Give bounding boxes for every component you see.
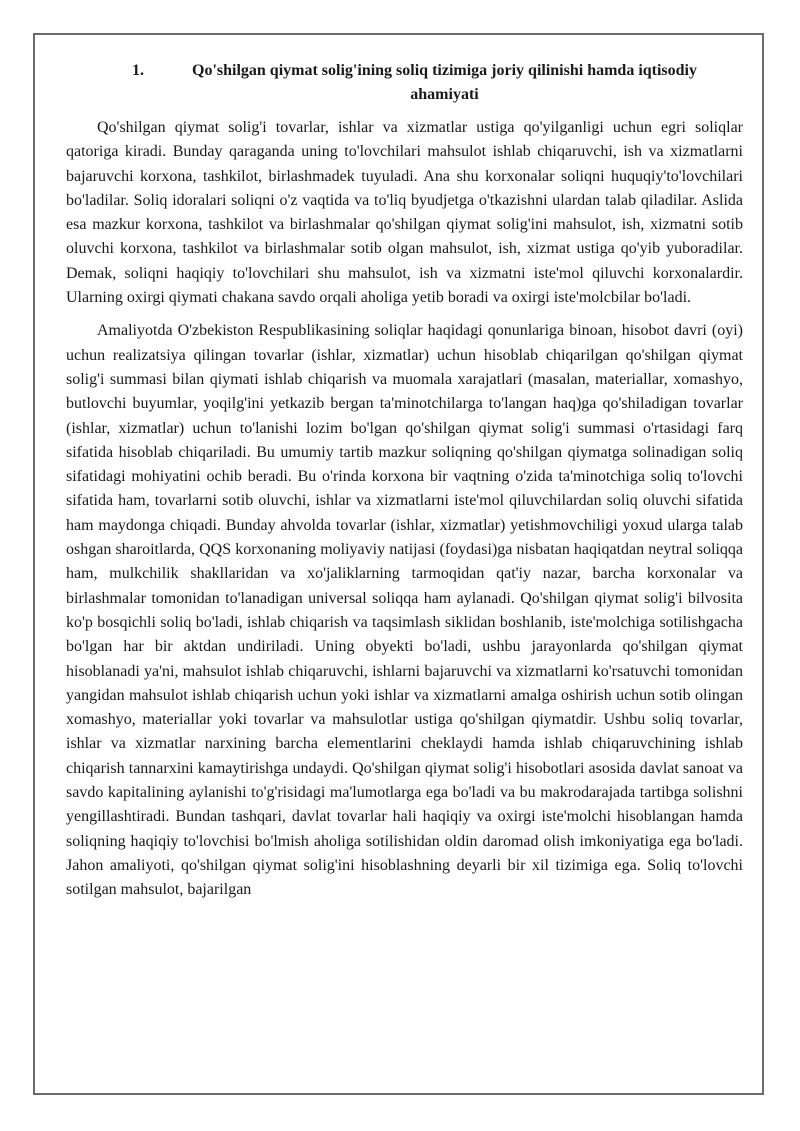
- section-heading: [66, 59, 743, 107]
- section-number: 1.: [132, 62, 144, 79]
- section-title: Qo'shilgan qiymat solig'ining soliq tizimiga joriy qilinishi hamda iqtisodiy ahamiyati: [192, 62, 697, 103]
- document-body: [66, 59, 743, 912]
- paragraph-1: Qo'shilgan qiymat solig'i tovarlar, ishlar va xizmatlar ustiga qo'yilganligi uchun egri soliqlar qatoriga kiradi. Bunday qaraganda uning to'lovchilari mahsulot ishlab chiqaruvchi, ish va xizmatlarni bajaruvchi korxona, tashkilot, birlashmadek tuyuladi. Ana shu korxonalar soliqni huquqiy'to'lovchilari bo'ladilar. Soliq idoralari soliqni o'z vaqtida va to'liq byudjetga o'tkazishni ulardan talab qiladilar. Aslida esa mazkur korxona, tashkilot va birlashmalar qo'shilgan qiymat solig'ini mahsulot, ish, xizmatni sotib oluvchi korxona, tashkilot va birlashmalar sotib olgan mahsulot, ish, xizmat ustiga qo'yib yuboradilar. Demak, soliqni haqiqiy to'lovchilari shu mahsulot, ish va xizmatni iste'mol qiluvchi korxonalardir. Ularning oxirgi qiymati chakana savdo orqali aholiga yetib boradi va oxirgi iste'molcbilar bo'ladi.: [66, 119, 743, 307]
- paragraph-2: Amaliyotda O'zbekiston Respublikasining soliqlar haqidagi qonunlariga binoan, hisobot davri (oyi) uchun realizatsiya qilingan tovarlar (ishlar, xizmatlar) uchun hisoblab chiqarilgan qo'shilgan qiymat solig'i summasi bilan qiymati ishlab chiqarish va muomala xarajatlari (masalan, materiallar, xomashyo, butlovchi buyumlar, yoqilg'ini yetkazib bergan ta'minotchilarga to'langan haq)ga qo'shiladigan tovarlar (ishlar, xizmatlar) uchun to'lanishi lozim bo'lgan qo'shilgan qiymat solig'i summasi o'rtasidagi farq sifatida hisoblab chiqariladi. Bu umumiy tartib mazkur soliqning qo'shilgan qiymatga solinadigan soliq sifatidagi mohiyatini ochib beradi. Bu o'rinda korxona bir vaqtning o'zida ta'minotchiga soliq to'lovchi sifatida ham, tovarlarni sotib oluvchi, ishlar va xizmatlarni iste'mol qiluvchilardan soliq oluvchi sifatida ham maydonga chiqadi. Bunday ahvolda tovarlar (ishlar, xizmatlar) yetishmovchiligi yoxud ularga talab oshgan sharoitlarda, QQS korxonaning moliyaviy natijasi (foydasi)ga nisbatan haqiqatdan neytral soliqqa ham, mulkchilik shakllaridan va xo'jaliklarning tarmoqidan qat'iy nazar, barcha korxonalar va birlashmalar tomonidan to'lanadigan universal soliqqa ham aylanadi. Qo'shilgan qiymat solig'i bilvosita ko'p bosqichli soliq bo'ladi, ishlab chiqarish va taqsimlash siklidan boshlanib, iste'molchiga sotilishgacha bo'lgan har bir aktdan undiriladi. Uning obyekti bo'ladi, ushbu jarayonlarda qo'shilgan qiymat hisoblanadi ya'ni, mahsulot ishlab chiqaruvchi, ishlarni bajaruvchi va xizmatlarni ko'rsatuvchi tomonidan yangidan mahsulot ishlab chiqarish uchun yoki ishlar va xizmatlarni amalga oshirish uchun sotib olingan xomashyo, materiallar yoki tovarlar va mahsulotlar ustiga qo'shilgan qiymatdir. Ushbu soliq tovarlar, ishlar va xizmatlar narxining barcha elementlarini cheklaydi hamda ishlab chiqaruvchining ishlab chiqarish tannarxini kamaytirishga undaydi. Qo'shilgan qiymat solig'i hisobotlari asosida davlat sanoat va savdo kapitalining aylanishi to'g'risidagi ma'lumotlarga ega bo'ladi va bu makrodarajada tartibga solishni yengillashtiradi. Bundan tashqari, davlat tovarlar hali haqiqiy va oxirgi iste'molchi hisoblangan hamda soliqning haqiqiy to'lovchisi bo'lmish aholiga sotilishidan oldin daromad olish imkoniyatiga ega bo'ladi. Jahon amaliyoti, qo'shilgan qiymat solig'ini hisoblashning deyarli bir xil tizimiga ega. Soliq to'lovchi sotilgan mahsulot, bajarilgan: [66, 322, 743, 899]
- page-frame: [33, 33, 764, 1095]
